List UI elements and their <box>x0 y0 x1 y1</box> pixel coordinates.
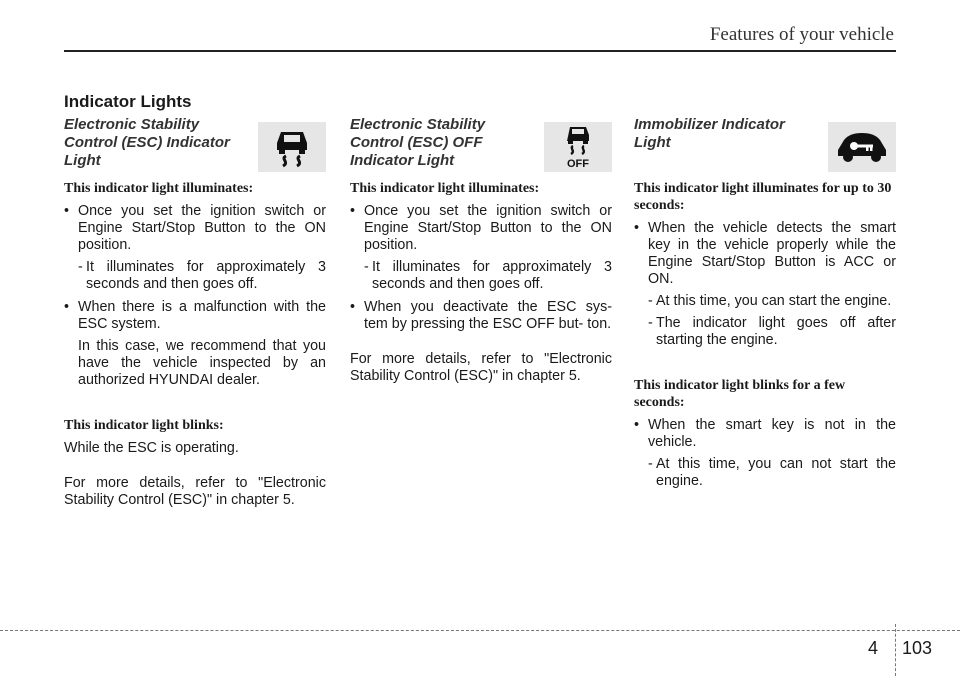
esc-recommend-text: In this case, we recommend that you have the vehicle inspected by an authorized HYUNDAI dealer. <box>78 338 326 388</box>
esc-operating-text: While the ESC is operating. <box>64 440 239 456</box>
page-number: 103 <box>902 638 933 658</box>
header-rule <box>64 50 896 52</box>
immobilizer-heading: Immobilizer Indicator Light <box>634 116 785 151</box>
immobilizer-bullet-not-in: • When the smart key is not in the vehicle. <box>634 417 896 451</box>
esc-lead-illuminates: This indicator light illuminates: <box>64 181 254 196</box>
esc-dash-approx: - It illuminates for approximately 3 seconds and then goes off. <box>64 259 326 293</box>
esc-off-bullet-deactivate: • When you deactivate the ESC sys- tem by pressing the ESC OFF but- ton. <box>350 299 612 333</box>
esc-bullet-ignition: • Once you set the ignition switch or Engine Start/Stop Button to the ON position. <box>64 203 326 254</box>
esc-skid-car-icon <box>258 122 326 172</box>
immobilizer-dash-start: - At this time, you can start the engine. <box>634 293 896 310</box>
immobilizer-lead-blinks: This indicator light blinks for a few seconds: <box>634 378 846 410</box>
immobilizer-dash-cannot-start: - At this time, you can not start the engine. <box>634 456 896 490</box>
section-title: Indicator Lights <box>64 92 192 111</box>
esc-off-icon-label: OFF <box>567 158 589 170</box>
esc-off-heading: Electronic Stability Control (ESC) OFF Indicator Light <box>350 116 486 169</box>
immobilizer-bullet-detects: • When the vehicle detects the smart key in the vehicle properly while the Engine Start/Stop Button is ACC or ON. <box>634 220 896 288</box>
esc-off-indicator-column <box>350 116 612 385</box>
esc-off-more-details: For more details, refer to "Electronic Stability Control (ESC)" in chapter 5. <box>350 351 612 384</box>
esc-off-dash-approx: - It illuminates for approximately 3 seconds and then goes off. <box>350 259 612 293</box>
car-key-immobilizer-icon <box>828 122 896 172</box>
esc-indicator-column <box>64 116 326 509</box>
page-header-title: Features of your vehicle <box>709 24 894 45</box>
esc-heading: Electronic Stability Control (ESC) Indicator Light <box>64 116 230 169</box>
footer-divider <box>895 624 896 676</box>
esc-lead-blinks: This indicator light blinks: <box>64 418 224 433</box>
immobilizer-dash-goes-off: - The indicator light goes off after starting the engine. <box>634 315 896 349</box>
chapter-number: 4 <box>868 638 879 658</box>
esc-off-icon <box>544 122 612 172</box>
immobilizer-lead-illuminates: This indicator light illuminates for up to 30 seconds: <box>634 181 892 213</box>
esc-more-details: For more details, refer to "Electronic Stability Control (ESC)" in chapter 5. <box>64 475 326 508</box>
footer-rule <box>0 630 960 631</box>
immobilizer-indicator-column <box>634 116 896 490</box>
esc-off-lead-illuminates: This indicator light illuminates: <box>350 181 540 196</box>
esc-off-bullet-ignition: • Once you set the ignition switch or Engine Start/Stop Button to the ON position. <box>350 203 612 254</box>
esc-bullet-malfunction: • When there is a malfunction with the ESC system. <box>64 299 326 333</box>
